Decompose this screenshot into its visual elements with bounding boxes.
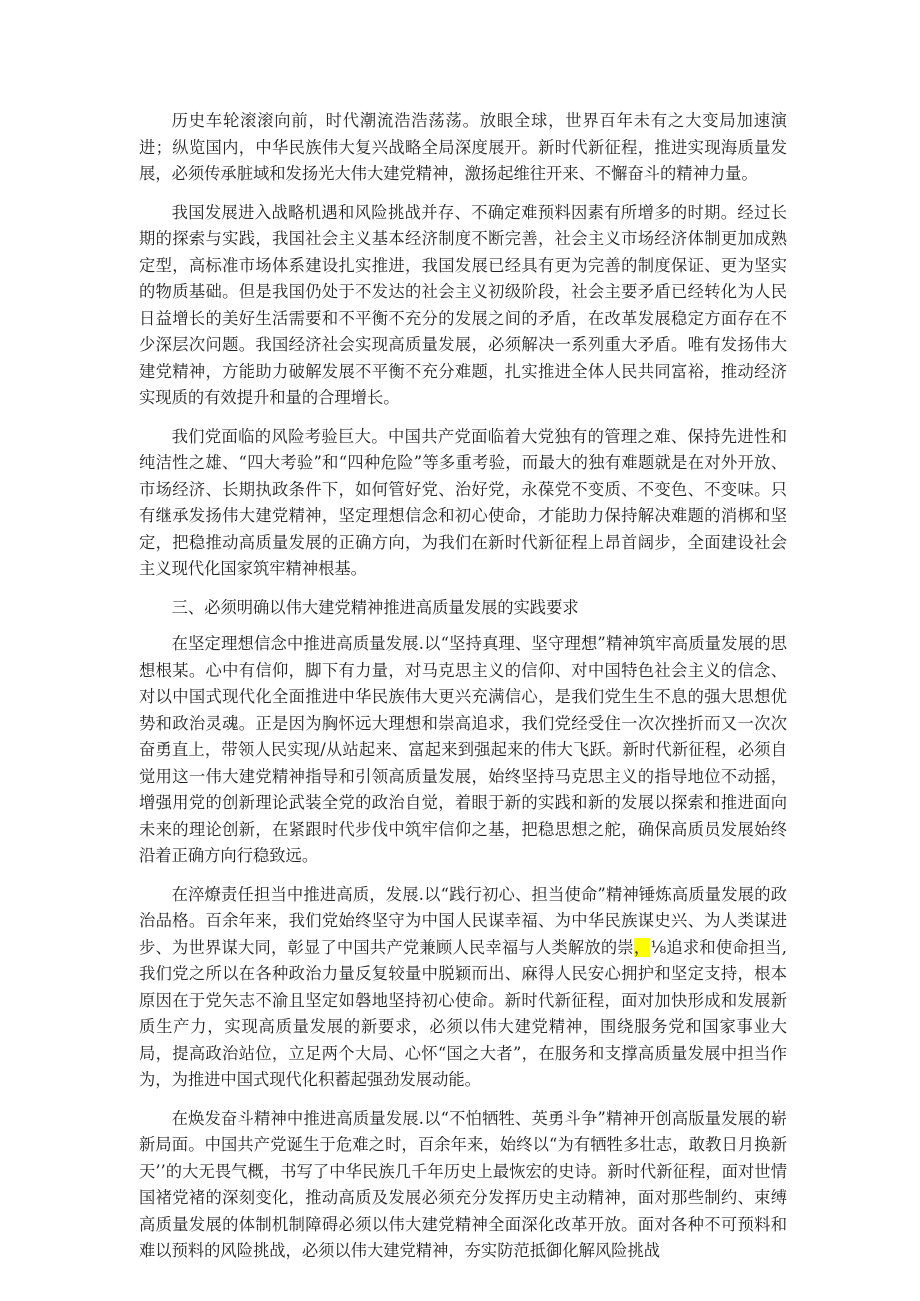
paragraph-responsibility-part-1: 在淬燎责任担当中推进高质，发展.以“践行初心、担当使命”精神锤炼高质量发展的政治品格。百余年来，我们党始终坚守为中国人民谋幸福、为中华民族谋史兴、为人类谋进步、为世界谋大同，彰显了中国共产党兼顾人民幸福与人类解放的崇 <box>139 884 787 957</box>
highlighted-mark: ， <box>633 937 651 957</box>
paragraph-risk-tests: 我们党面临的风险考验巨大。中国共产党面临着大党独有的管理之难、保持先进性和纯洁性之雄、“四大考验”和“四种危险”等多重考验，而最大的独有难题就是在对外开放、市场经济、长期执政条件下，如何管好党、治好党，永葆党不变质、不变色、不变味。只有继承发扬伟大建党精神，坚定理想信念和初心使命，才能助力保持解决难题的消梆和坚定，把稳推动高质量发展的正确方向，为我们在新时代新征程上昂首阔步，全面建设社会主义现代化国家筑牢精神根基。 <box>139 426 787 578</box>
section-heading: 三、必须明确以伟大建党精神推进高质量发展的实践要求 <box>171 597 579 617</box>
paragraph-struggle-spirit: 在焕发奋斗精神中推进高质量发展.以“不怕牺牲、英勇斗争”精神开创高版量发展的崭新局面。中国共产党诞生于危难之时，百余年来，始终以“为有牺牲多壮志，敢教日月换新天’’的大无畏气概，书写了中华民族几千年历史上最恢宏的史诗。新时代新征程，面对世情国褚党褚的深刻变化，推动高质及发展必须充分发挥历史主动精神，面对那些制约、束缚高质量发展的体制机制障碍必须以伟大建党精神全面深化改革开放。面对各种不可预料和难以预料的风险挑战，必须以伟大建党精神，夯实防范抵御化解风险挑战 <box>139 1108 787 1260</box>
document-body <box>139 108 787 1277</box>
paragraph-responsibility-part-2: ⅛追求和使命担当,我们党之所以在各种政治力量反复较量中脱颖而出、麻得人民安心拥护和坚定支持，根本原因在于党矢志不渝且坚定如磐地坚持初心使命。新时代新征程，面对加快形成和发展新质生产力，实现高质量发展的新要求，必须以伟大建党精神，围绕服务党和国家事业大局，提高政治站位，立足两个大局、心怀“国之大者”，在服务和支撑高质量发展中担当作为，为推进中国式现代化积蓄起强劲发展动能。 <box>139 937 787 1089</box>
paragraph-ideals-beliefs: 在坚定理想信念中推进高质量发展.以“坚持真理、坚守理想”精神筑牢高质量发展的思想根某。心中有信仰，脚下有力量，对马克思主义的信仰、对中国特色社会主义的信念、对以中国式现代化全面推进中华民族伟大更兴充满信心，是我们党生生不息的强大思想优势和政治灵魂。正是因为胸怀远大理想和崇高追求，我们党经受住一次次挫折而又一次次奋勇直上，带领人民实现/从站起来、富起来到强起来的伟大飞跃。新时代新征程，必须自觉用这一伟大建党精神指导和引领高质量发展，始终坚持马克思主义的指导地位不动摇，增强用党的创新理论武装全党的政治自觉，着眼于新的实践和新的发展以探索和推进面向未来的理论创新，在紧跟时代步伐中筑牢信仰之基，把稳思想之舵，确保高质员发展始终沿着正确方向行稳致远。 <box>139 634 787 865</box>
paragraph-strategic-period: 我国发展进入战略机遇和风险挑战并存、不确定难预料因素有所增多的时期。经过长期的探索与实践，我国社会主义基本经济制度不断完善，社会主义市场经济体制更加成熟定型，高标准市场体系建设扎实推进，我国发展已经具有更为完善的制度保证、更为坚实的物质基础。但是我国仍处于不发达的社会主义初级阶段，社会主要矛盾已经转化为人民日益增长的美好生活需要和不平衡不充分的发展之间的矛盾，在改革发展稳定方面存在不少深层次问题。我国经济社会实现高质量发展，必须解决一系列重大矛盾。唯有发扬伟大建党精神，方能助力破解发展不平衡不充分难题，扎实推进全体人民共同富裕，推动经济实现质的有效提升和量的合理增长。 <box>139 202 787 407</box>
paragraph-intro: 历史车轮滚滚向前，时代潮流浩浩荡荡。放眼全球，世界百年未有之大变局加速演进；纵览国内，中华民族伟大复兴战略全局深度展开。新时代新征程，推进实现海质量发展，必须传承脏域和发扬光大伟大建党精神，激扬起维往开来、不懈奋斗的精神力量。 <box>139 111 787 183</box>
paragraph-responsibility <box>139 882 787 1094</box>
